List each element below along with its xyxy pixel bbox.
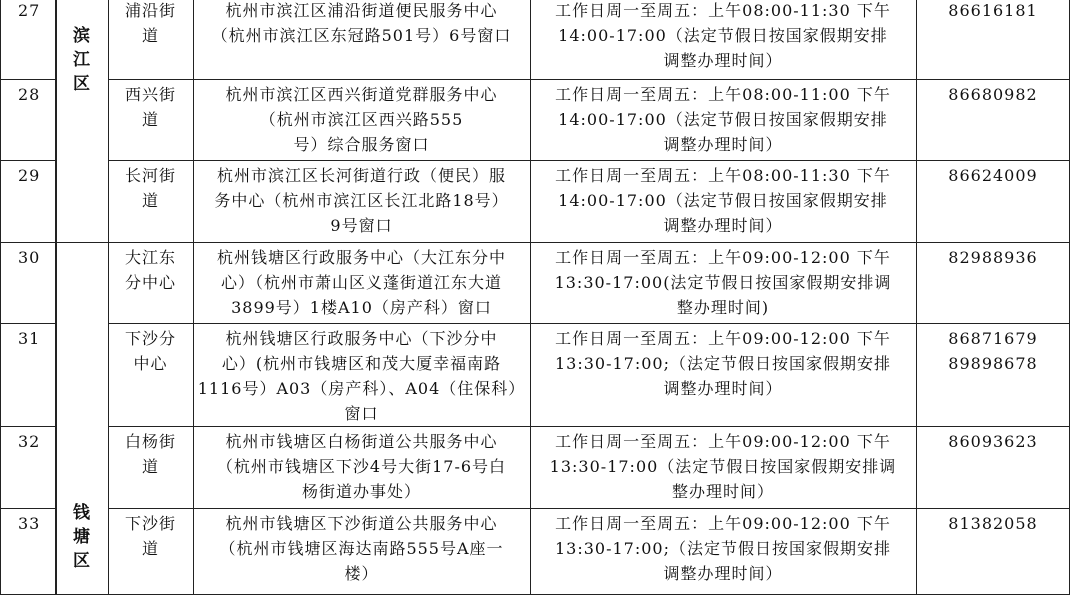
hours-cell [530,79,916,160]
street-cell [108,323,193,426]
phone-text: 86616181 [948,1,1038,20]
no-text: 33 [18,514,41,533]
address-text: 务中心（杭州市滨江区长江北路18号） [214,191,509,210]
street-text: 分中心 [124,273,176,292]
hours-text: 工作日周一至周五：上午09:00-12:00 下午 [555,432,891,451]
column-divider [193,0,194,595]
address-text: （杭州市钱塘区海达南路555号A座一 [219,539,504,558]
phone-cell [916,508,1070,595]
no-text: 29 [18,166,41,185]
hours-cell [530,160,916,242]
hours-text: 工作日周一至周五：上午09:00-12:00 下午 [555,329,891,348]
street-text: 西兴街 [124,85,176,104]
address-cell [193,508,530,595]
hours-cell [530,323,916,426]
no-cell [0,79,55,160]
street-text: 长河街 [124,166,176,185]
district-name-char: 滨 [73,26,90,46]
phone-text: 81382058 [948,514,1038,533]
row-divider [0,323,55,324]
hours-text: 13:30-17:00;（法定节假日按国家假期安排 [554,354,892,373]
address-text: 1116号）A03（房产科）、A04（住保科） [197,379,526,398]
street-cell [108,426,193,508]
address-text: 3899号）1楼A10（房产科）窗口 [231,298,492,317]
street-text: 道 [141,191,159,210]
hours-text: 14:00-17:00（法定节假日按国家假期安排 [558,110,888,129]
district-name-char: 钱 [73,503,90,523]
hours-text: 工作日周一至周五：上午09:00-12:00 下午 [555,248,891,267]
no-cell [0,508,55,595]
street-text: 中心 [133,354,168,373]
row-divider [108,323,1070,324]
hours-text: 13:30-17:00（法定节假日按国家假期安排调 [549,457,897,476]
hours-text: 工作日周一至周五：上午08:00-11:30 下午 [555,1,891,20]
hours-text: 整办理时间） [671,482,774,501]
district-cell [55,0,108,242]
phone-text: 86680982 [948,85,1038,104]
hours-text: 工作日周一至周五：上午08:00-11:30 下午 [555,166,891,185]
no-cell [0,323,55,426]
street-cell [108,508,193,595]
address-text: 楼） [344,564,379,583]
no-cell [0,242,55,323]
hours-cell [530,426,916,508]
phone-cell [916,242,1070,323]
phone-text: 89898678 [948,354,1038,373]
row-divider [108,426,1070,427]
row-divider [0,160,55,161]
hours-text: 工作日周一至周五：上午08:00-11:00 下午 [555,85,891,104]
street-text: 道 [141,26,159,45]
hours-cell [530,508,916,595]
district-name-char: 江 [73,50,90,70]
hours-text: 整办理时间) [676,298,770,317]
column-divider [916,0,917,595]
street-text: 白杨街 [124,432,176,451]
address-cell [193,79,530,160]
street-text: 大江东 [124,248,176,267]
hours-text: 调整办理时间） [663,564,783,583]
hours-text: 调整办理时间） [663,135,783,154]
no-cell [0,0,55,79]
row-divider [0,508,55,509]
address-text: （杭州市滨江区东冠路501号）6号窗口 [211,26,512,45]
column-divider [530,0,531,595]
address-text: 杨街道办事处） [301,482,421,501]
street-cell [108,242,193,323]
address-cell [193,426,530,508]
district-name-char: 塘 [73,527,90,547]
hours-text: 工作日周一至周五：上午09:00-12:00 下午 [555,514,891,533]
no-text: 32 [18,432,41,451]
address-cell [193,0,530,79]
address-cell [193,160,530,242]
phone-cell [916,323,1070,426]
hours-text: 调整办理时间） [663,216,783,235]
no-text: 27 [18,1,41,20]
address-text: 杭州钱塘区行政服务中心（下沙分中 [225,329,498,348]
row-divider [0,426,55,427]
phone-text: 86624009 [948,166,1038,185]
address-text: 杭州市滨江区浦沿街道便民服务中心 [225,1,498,20]
phone-cell [916,0,1070,79]
phone-text: 82988936 [948,248,1038,267]
no-text: 31 [18,329,41,348]
street-text: 浦沿街 [124,1,176,20]
no-text: 28 [18,85,41,104]
address-text: （杭州市钱塘区下沙4号大街17-6号白 [216,457,507,476]
street-cell [108,160,193,242]
column-divider [108,0,109,595]
address-text: （杭州市滨江区西兴路555 [259,110,464,129]
hours-text: 14:00-17:00（法定节假日按国家假期安排 [558,191,888,210]
phone-cell [916,426,1070,508]
street-text: 道 [141,457,159,476]
address-text: 号）综合服务窗口 [293,135,430,154]
address-text: 杭州钱塘区行政服务中心（大江东分中 [216,248,506,267]
address-text: 心）（杭州市萧山区义蓬街道江东大道 [220,273,502,292]
address-text: 窗口 [344,404,379,423]
row-divider [0,79,55,80]
street-text: 下沙街 [124,514,176,533]
hours-text: 14:00-17:00（法定节假日按国家假期安排 [558,26,888,45]
column-divider [55,0,57,595]
phone-cell [916,160,1070,242]
address-text: 杭州市钱塘区下沙街道公共服务中心 [225,514,498,533]
street-cell [108,79,193,160]
street-text: 道 [141,539,159,558]
phone-text: 86871679 [948,329,1038,348]
no-cell [0,160,55,242]
address-cell [193,323,530,426]
street-cell [108,0,193,79]
no-cell [0,426,55,508]
address-text: 心）(杭州市钱塘区和茂大厦幸福南路 [221,354,502,373]
hours-text: 调整办理时间） [663,51,783,70]
row-divider [108,79,1070,80]
district-name-char: 区 [73,551,90,571]
hours-text: 13:30-17:00;（法定节假日按国家假期安排 [554,539,892,558]
district-name-char: 区 [73,74,90,94]
row-divider [108,508,1070,509]
hours-text: 13:30-17:00(法定节假日按国家假期安排调 [554,273,892,292]
street-text: 下沙分 [124,329,176,348]
district-cell [55,242,108,595]
address-cell [193,242,530,323]
row-divider [108,160,1070,161]
address-text: 杭州市钱塘区白杨街道公共服务中心 [225,432,498,451]
street-text: 道 [141,110,159,129]
phone-cell [916,79,1070,160]
no-text: 30 [18,248,41,267]
row-divider [55,242,1070,243]
hours-cell [530,0,916,79]
address-text: 9号窗口 [330,216,393,235]
address-text: 杭州市滨江区长河街道行政（便民）服 [216,166,506,185]
hours-text: 调整办理时间） [663,379,783,398]
hours-cell [530,242,916,323]
column-divider [0,0,1,595]
phone-text: 86093623 [948,432,1038,451]
address-text: 杭州市滨江区西兴街道党群服务中心 [225,85,498,104]
row-divider [0,242,55,243]
